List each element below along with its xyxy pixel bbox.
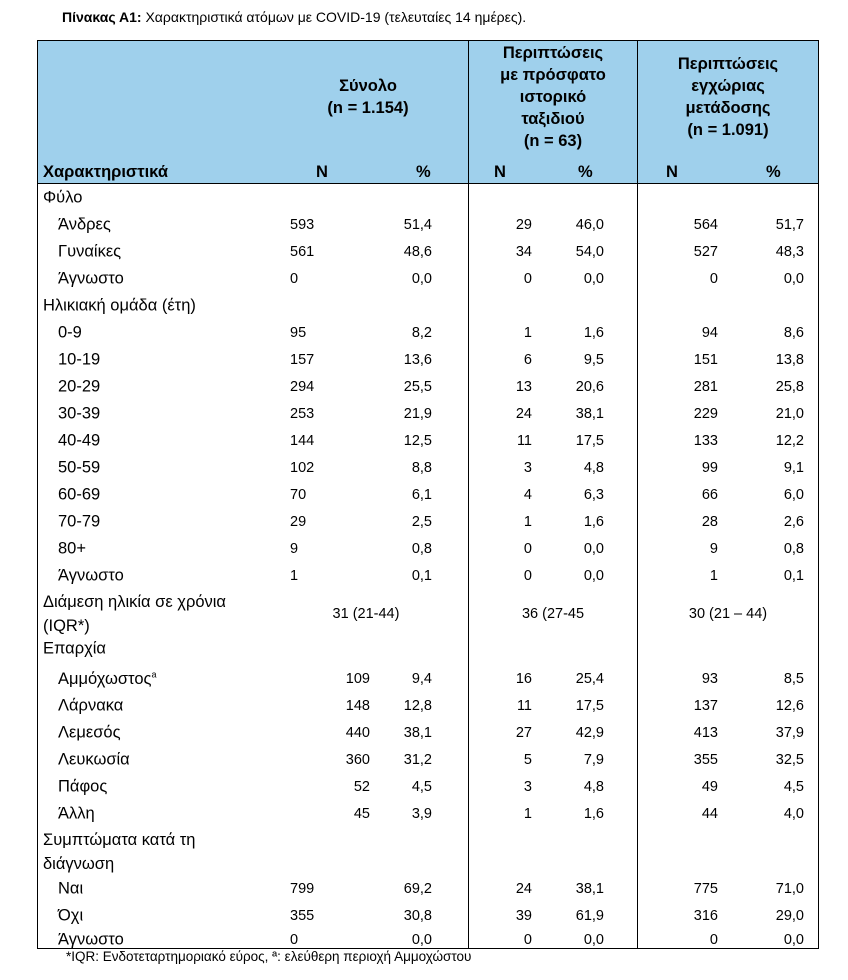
row-label: Άγνωστο <box>58 269 124 288</box>
cell-n-travel: 6 <box>523 352 532 368</box>
group-total-header <box>278 75 458 119</box>
cell-n-travel: 24 <box>515 406 532 422</box>
cell-n-travel: 0 <box>523 932 532 948</box>
cell-n-travel: 4 <box>523 487 532 503</box>
cell-n-total: 0 <box>290 271 299 287</box>
cell-n-total: 157 <box>290 352 315 368</box>
cell-pct-total: 25,5 <box>403 379 432 395</box>
cell-n-total: 109 <box>345 671 370 687</box>
cell-median: 31 (21-44) <box>332 606 400 622</box>
caption-text: Χαρακτηριστικά ατόμων με COVID-19 (τελευταίες 14 ημέρες). <box>141 9 527 25</box>
row-label: Πάφος <box>58 777 108 796</box>
cell-n-total: 253 <box>290 406 315 422</box>
cell-pct-local: 0,0 <box>783 271 804 287</box>
group-total-title: Σύνολο <box>339 77 397 95</box>
cell-n-total: 95 <box>290 325 307 341</box>
cell-pct-total: 30,8 <box>403 908 432 924</box>
table-footnote: *IQR: Ενδοτεταρτημοριακό εύρος, ª: ελεύθερη περιοχή Αμμοχώστου <box>66 949 472 964</box>
cell-n-travel: 27 <box>515 725 532 741</box>
col-n-total: N <box>316 163 328 181</box>
characteristics-header: Χαρακτηριστικά <box>43 163 168 181</box>
cell-n-local: 93 <box>701 671 718 687</box>
group-travel-header <box>469 42 637 152</box>
cell-n-travel: 3 <box>523 460 532 476</box>
cell-pct-travel: 0,0 <box>583 568 604 584</box>
cell-pct-total: 13,6 <box>403 352 432 368</box>
cell-pct-total: 8,2 <box>411 325 432 341</box>
header-line: Περιπτώσεις <box>677 55 779 73</box>
cell-n-local: 316 <box>693 908 718 924</box>
cell-pct-local: 37,9 <box>775 725 804 741</box>
col-pct-travel: % <box>578 163 593 181</box>
cell-pct-local: 21,0 <box>775 406 804 422</box>
col-n-local: N <box>666 163 678 181</box>
row-label: Αμμόχωστος$^a$ <box>58 669 157 688</box>
row-label: Λάρνακα <box>58 696 124 715</box>
cell-n-total: 29 <box>290 514 307 530</box>
cell-pct-travel: 0,0 <box>583 271 604 287</box>
cell-pct-total: 0,1 <box>411 568 432 584</box>
col-n-travel: N <box>494 163 506 181</box>
row-label: 10-19 <box>58 350 101 369</box>
cell-pct-travel: 6,3 <box>583 487 604 503</box>
cell-pct-local: 4,5 <box>783 779 804 795</box>
cell-pct-total: 6,1 <box>411 487 432 503</box>
cell-n-local: 775 <box>693 881 718 897</box>
cell-n-travel: 34 <box>515 244 532 260</box>
cell-pct-local: 4,0 <box>783 806 804 822</box>
section-label: Διάμεση ηλικία σε χρόνια (IQR*) <box>43 593 226 635</box>
cell-n-total: 360 <box>345 752 370 768</box>
cell-median: 30 (21 – 44) <box>688 606 768 622</box>
cell-pct-local: 12,6 <box>775 698 804 714</box>
cell-pct-travel: 46,0 <box>575 217 604 233</box>
cell-pct-local: 0,8 <box>783 541 804 557</box>
cell-n-local: 355 <box>693 752 718 768</box>
row-label: Γυναίκες <box>58 242 122 261</box>
cell-pct-total: 0,0 <box>411 271 432 287</box>
cell-n-local: 413 <box>693 725 718 741</box>
cell-pct-travel: 38,1 <box>575 881 604 897</box>
cell-pct-total: 12,8 <box>403 698 432 714</box>
cell-n-local: 94 <box>701 325 718 341</box>
row-label: Όχι <box>58 906 84 925</box>
cell-pct-local: 0,0 <box>783 932 804 948</box>
header-line: μετάδοσης <box>685 99 771 117</box>
cell-n-total: 1 <box>290 568 299 584</box>
cell-pct-travel: 61,9 <box>575 908 604 924</box>
cell-pct-travel: 4,8 <box>583 460 604 476</box>
cell-pct-travel: 17,5 <box>575 433 604 449</box>
cell-pct-local: 12,2 <box>775 433 804 449</box>
cell-n-total: 799 <box>290 881 315 897</box>
cell-n-total: 355 <box>290 908 315 924</box>
cell-n-travel: 11 <box>516 698 532 714</box>
cell-pct-travel: 38,1 <box>575 406 604 422</box>
cell-n-total: 593 <box>290 217 315 233</box>
cell-n-travel: 3 <box>523 779 532 795</box>
header-line: (n = 63) <box>523 132 583 150</box>
cell-pct-local: 0,1 <box>783 568 804 584</box>
cell-n-travel: 0 <box>523 568 532 584</box>
cell-n-local: 564 <box>693 217 718 233</box>
header-line: (n = 1.091) <box>687 121 769 139</box>
cell-pct-total: 2,5 <box>411 514 432 530</box>
cell-n-total: 9 <box>290 541 299 557</box>
covid-characteristics-table <box>37 40 819 949</box>
footnote-marker: a <box>151 669 157 680</box>
cell-n-travel: 0 <box>523 271 532 287</box>
cell-pct-local: 32,5 <box>775 752 804 768</box>
row-label: 30-39 <box>58 404 101 423</box>
cell-pct-travel: 1,6 <box>583 514 604 530</box>
cell-pct-total: 9,4 <box>411 671 432 687</box>
cell-n-total: 561 <box>290 244 315 260</box>
section-label: Συμπτώματα κατά τη διάγνωση <box>43 831 196 873</box>
header-line: εγχώριας <box>691 77 765 95</box>
row-label: 40-49 <box>58 431 101 450</box>
cell-pct-total: 31,2 <box>403 752 432 768</box>
header-line: με πρόσφατο <box>500 66 606 84</box>
section-label: Επαρχία <box>43 639 106 658</box>
cell-pct-local: 51,7 <box>775 217 804 233</box>
header-line: ταξιδιού <box>521 110 585 128</box>
row-label: 20-29 <box>58 377 101 396</box>
group-total-n: (n = 1.154) <box>327 99 409 117</box>
cell-pct-local: 8,5 <box>783 671 804 687</box>
cell-n-local: 151 <box>693 352 718 368</box>
cell-n-local: 137 <box>693 698 718 714</box>
col-pct-total: % <box>416 163 431 181</box>
cell-pct-local: 29,0 <box>775 908 804 924</box>
section-label: Ηλικιακή ομάδα (έτη) <box>43 296 196 315</box>
cell-n-local: 281 <box>693 379 718 395</box>
cell-n-travel: 11 <box>516 433 532 449</box>
cell-pct-travel: 25,4 <box>575 671 604 687</box>
cell-pct-total: 51,4 <box>403 217 432 233</box>
row-label: Άνδρες <box>58 215 111 234</box>
cell-pct-travel: 20,6 <box>575 379 604 395</box>
cell-n-travel: 0 <box>523 541 532 557</box>
cell-pct-local: 8,6 <box>783 325 804 341</box>
cell-n-total: 148 <box>345 698 370 714</box>
cell-pct-local: 13,8 <box>775 352 804 368</box>
section-label: Φύλο <box>43 188 83 207</box>
cell-n-total: 45 <box>353 806 370 822</box>
cell-n-travel: 5 <box>523 752 532 768</box>
cell-pct-total: 4,5 <box>411 779 432 795</box>
cell-n-travel: 39 <box>515 908 532 924</box>
row-label: 80+ <box>58 539 86 558</box>
cell-pct-travel: 4,8 <box>583 779 604 795</box>
cell-pct-total: 0,8 <box>411 541 432 557</box>
row-label: Λεμεσός <box>58 723 121 742</box>
cell-n-total: 102 <box>290 460 315 476</box>
cell-pct-travel: 0,0 <box>583 541 604 557</box>
cell-n-travel: 16 <box>515 671 532 687</box>
cell-n-local: 527 <box>693 244 718 260</box>
cell-pct-travel: 7,9 <box>583 752 604 768</box>
cell-median: 36 (27-45 <box>521 606 585 622</box>
cell-n-total: 0 <box>290 932 299 948</box>
caption-label: Πίνακας Α1: <box>62 9 142 25</box>
cell-pct-total: 3,9 <box>411 806 432 822</box>
cell-pct-total: 21,9 <box>403 406 432 422</box>
cell-pct-local: 25,8 <box>775 379 804 395</box>
table-caption <box>62 9 526 25</box>
cell-n-total: 52 <box>353 779 370 795</box>
cell-n-local: 9 <box>709 541 718 557</box>
cell-n-local: 133 <box>693 433 718 449</box>
row-label: Άγνωστο <box>58 930 124 949</box>
cell-pct-travel: 1,6 <box>583 806 604 822</box>
cell-pct-local: 6,0 <box>783 487 804 503</box>
cell-pct-travel: 42,9 <box>575 725 604 741</box>
row-label: 60-69 <box>58 485 101 504</box>
row-label: Λευκωσία <box>58 750 130 769</box>
cell-pct-total: 0,0 <box>411 932 432 948</box>
cell-pct-travel: 54,0 <box>575 244 604 260</box>
cell-n-total: 144 <box>290 433 315 449</box>
group-local-header <box>638 53 818 141</box>
cell-n-local: 44 <box>701 806 718 822</box>
cell-pct-total: 12,5 <box>403 433 432 449</box>
cell-pct-total: 69,2 <box>403 881 432 897</box>
row-label: 50-59 <box>58 458 101 477</box>
header-rule <box>38 183 818 184</box>
cell-n-local: 0 <box>709 932 718 948</box>
cell-pct-total: 8,8 <box>411 460 432 476</box>
cell-pct-travel: 17,5 <box>575 698 604 714</box>
cell-n-travel: 24 <box>515 881 532 897</box>
cell-n-local: 0 <box>709 271 718 287</box>
column-divider <box>468 41 469 948</box>
row-label: Ναι <box>58 879 84 898</box>
row-label: Άλλη <box>58 804 95 823</box>
cell-pct-travel: 9,5 <box>583 352 604 368</box>
cell-n-travel: 1 <box>523 514 532 530</box>
header-line: Περιπτώσεις <box>502 44 604 62</box>
cell-pct-total: 48,6 <box>403 244 432 260</box>
cell-n-local: 229 <box>693 406 718 422</box>
row-label: 70-79 <box>58 512 101 531</box>
cell-n-travel: 1 <box>523 806 532 822</box>
header-line: ιστορικό <box>519 88 587 106</box>
cell-n-local: 66 <box>701 487 718 503</box>
cell-pct-local: 2,6 <box>783 514 804 530</box>
cell-pct-travel: 0,0 <box>583 932 604 948</box>
cell-pct-local: 71,0 <box>775 881 804 897</box>
cell-pct-total: 38,1 <box>403 725 432 741</box>
row-label: 0-9 <box>58 323 82 342</box>
column-divider <box>637 41 638 948</box>
cell-pct-local: 9,1 <box>783 460 804 476</box>
cell-n-total: 440 <box>345 725 370 741</box>
cell-n-local: 49 <box>701 779 718 795</box>
cell-n-total: 70 <box>290 487 307 503</box>
cell-n-local: 99 <box>701 460 718 476</box>
cell-n-travel: 29 <box>515 217 532 233</box>
cell-pct-local: 48,3 <box>775 244 804 260</box>
cell-n-local: 1 <box>709 568 718 584</box>
cell-n-local: 28 <box>701 514 718 530</box>
row-label: Άγνωστο <box>58 566 124 585</box>
cell-n-total: 294 <box>290 379 315 395</box>
cell-n-travel: 1 <box>523 325 532 341</box>
cell-n-travel: 13 <box>515 379 532 395</box>
col-pct-local: % <box>766 163 781 181</box>
cell-pct-travel: 1,6 <box>583 325 604 341</box>
